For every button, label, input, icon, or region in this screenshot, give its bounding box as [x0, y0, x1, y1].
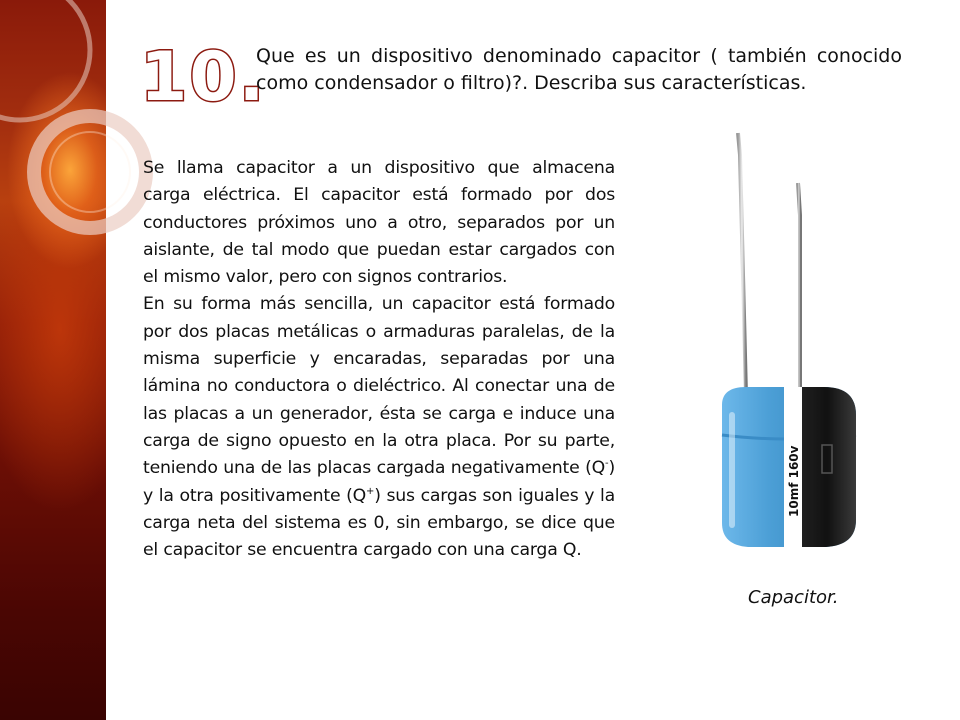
image-caption: Capacitor. [748, 587, 839, 608]
negative-sign: - [605, 458, 609, 470]
capacitor-image [676, 125, 876, 580]
answer-paragraph-2: En su forma más sencilla, un capacitor está formado por dos placas metálicas o armaduras paralelas, de la misma superficie y encaradas, separadas por una lámina no conductora o dieléctrico. Al conectar una de las placas a un generador, ésta se carga e induce una carga de signo opuesto en la otra placa. Por su parte, teniendo una de las placas cargada negativamente (Q-) y la otra positivamente (Q+) sus cargas son iguales y la carga neta del sistema es 0, sin embargo, se dice que el capacitor se encuentra cargado con una carga Q. [143, 294, 615, 561]
answer-paragraph-1: Se llama capacitor a un dispositivo que almacena carga eléctrica. El capacitor está formado por dos conductores próximos uno a otro, separados por un aislante, de tal modo que puedan estar cargados con el mismo valor, pero con signos contrarios. [143, 158, 615, 288]
slide-number [140, 38, 267, 117]
svg-text:10mf 160v: 10mf 160v [787, 445, 801, 517]
sidebar-rings [0, 0, 106, 720]
answer-text [143, 155, 615, 564]
decorative-sidebar [0, 0, 106, 720]
svg-text:10.: 10. [140, 38, 267, 117]
positive-sign: + [366, 485, 375, 497]
question-text: Que es un dispositivo denominado capacitor ( también conocido como condensador o filtro)?. Describa sus características. [256, 45, 902, 94]
